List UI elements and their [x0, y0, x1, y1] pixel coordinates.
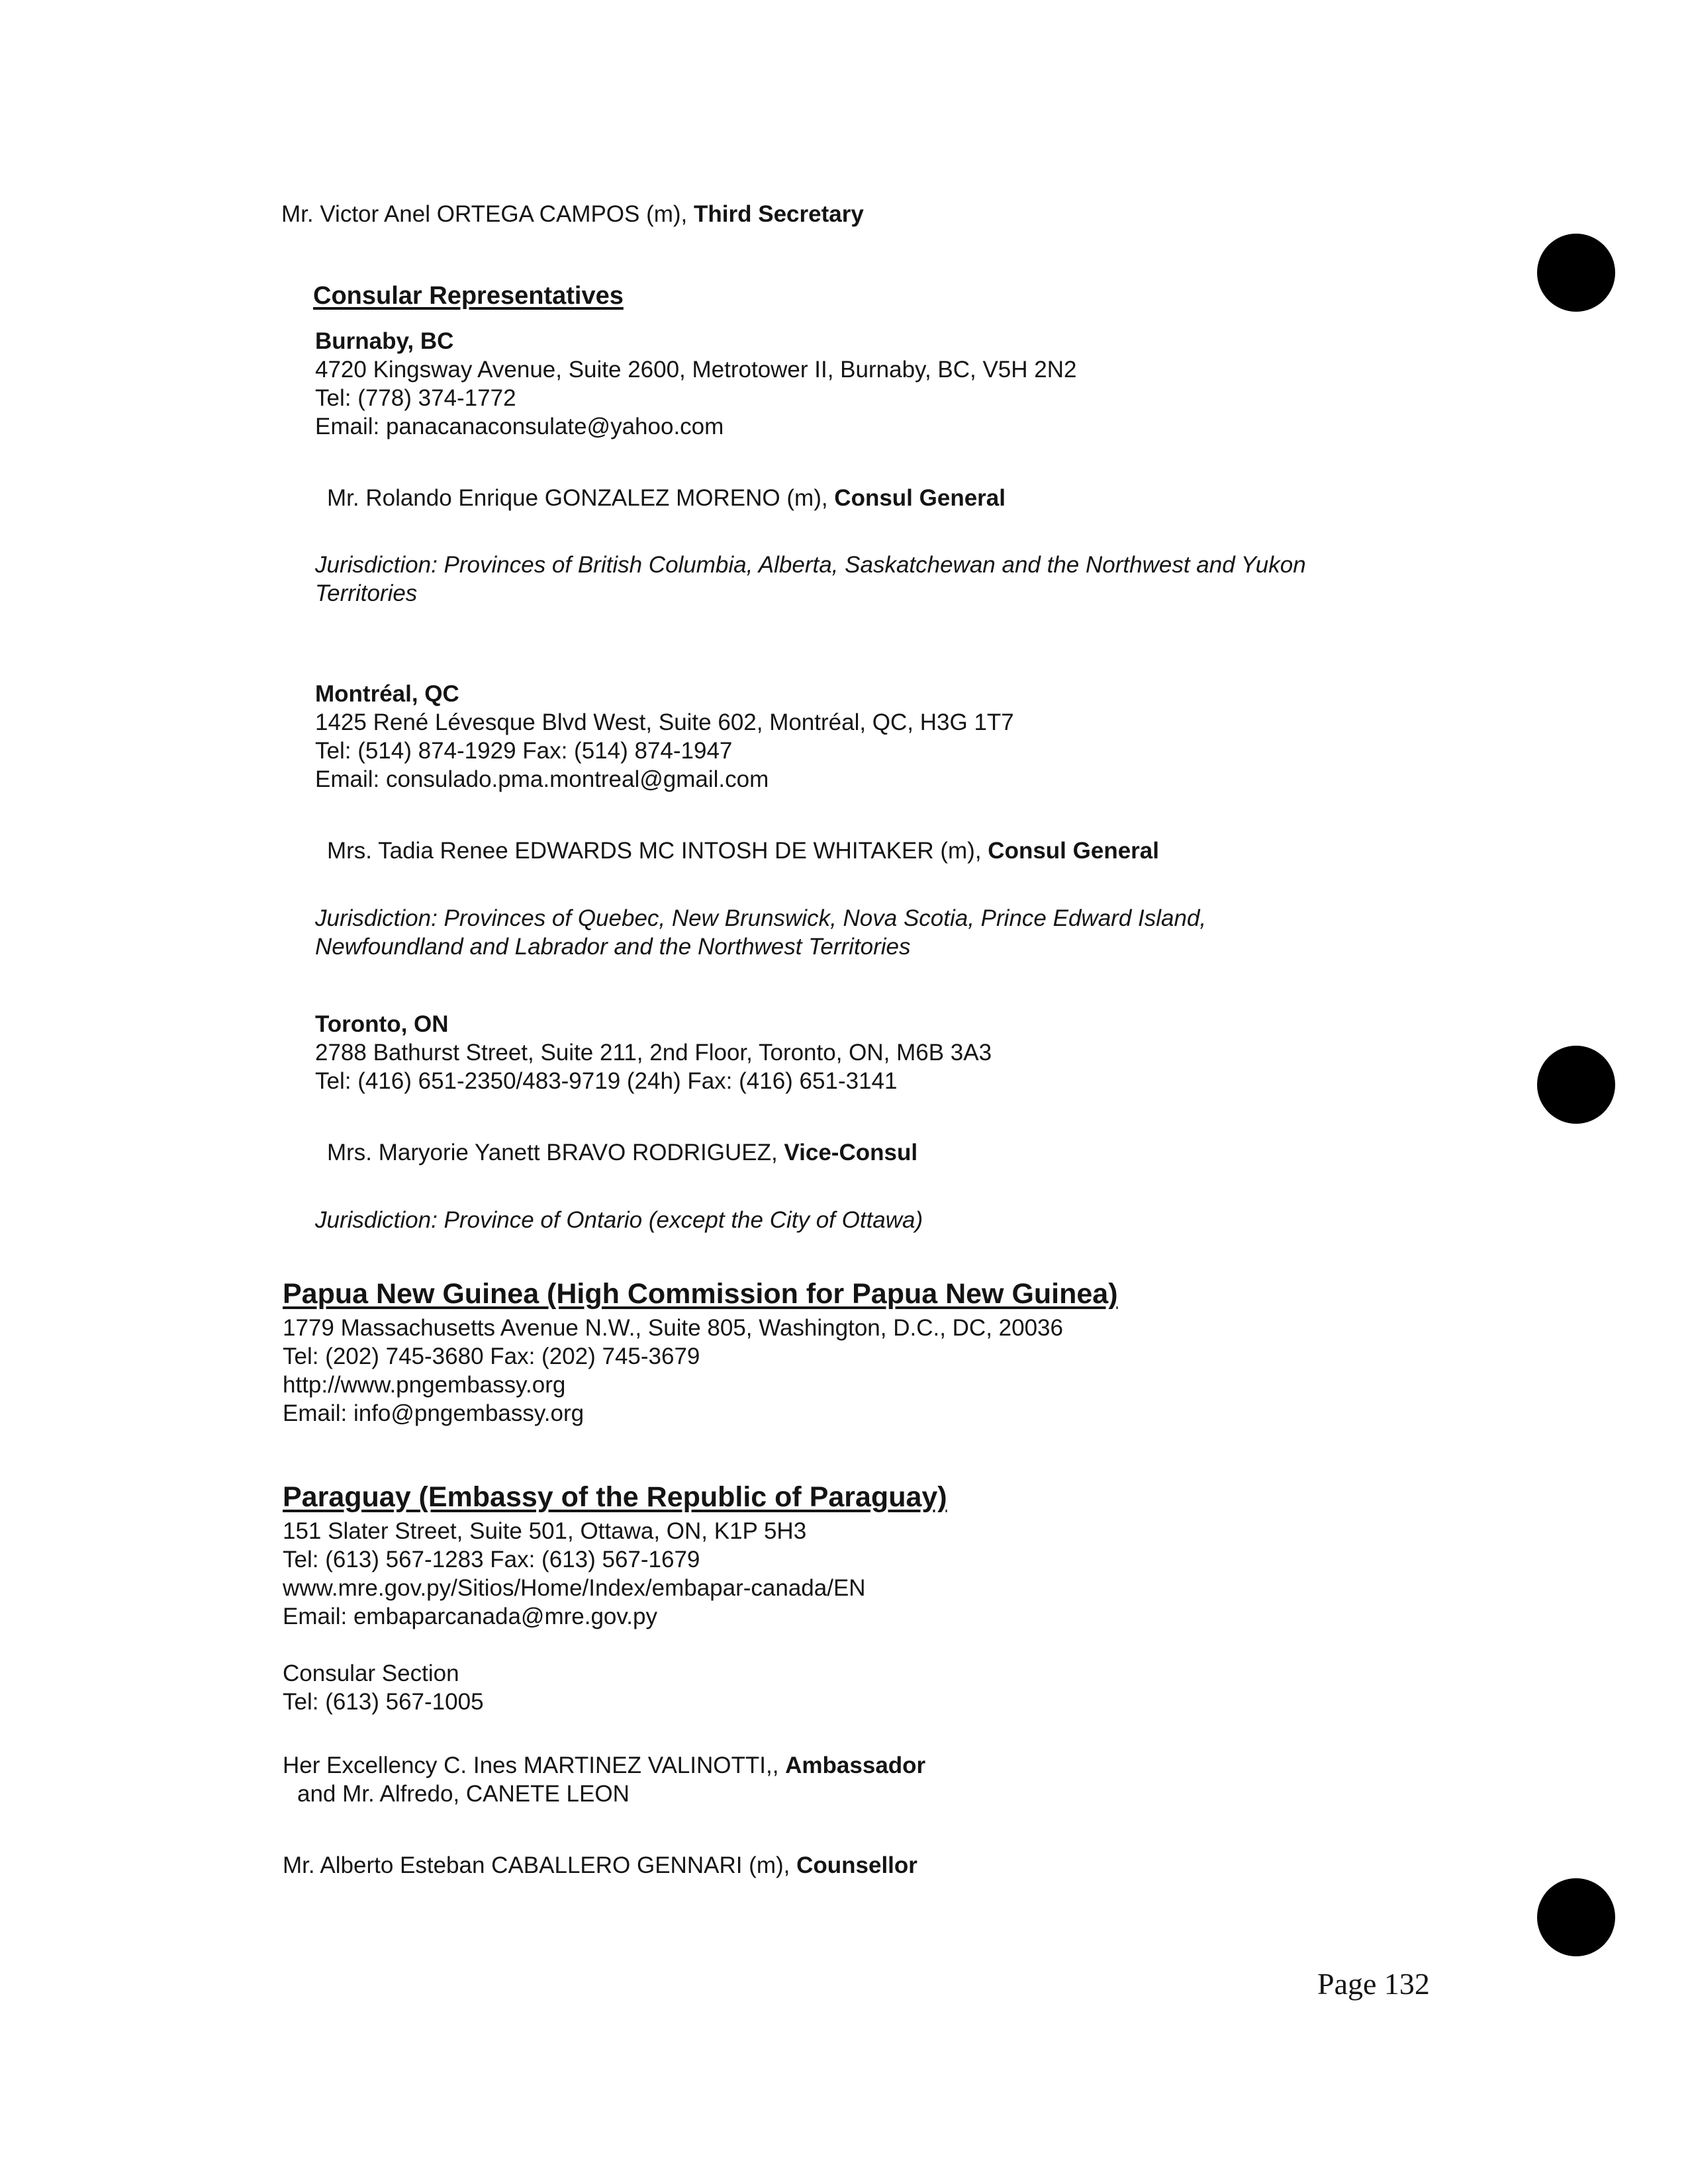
ambassador-entry	[283, 1751, 925, 1780]
office-address: 1425 René Lévesque Blvd West, Suite 602, Montréal, QC, H3G 1T7	[315, 709, 1014, 735]
paraguay-website: www.mre.gov.py/Sitios/Home/Index/embapar-canada/EN	[283, 1575, 866, 1601]
consular-section-label: Consular Section	[283, 1661, 459, 1686]
person-name: Mrs. Maryorie Yanett BRAVO RODRIGUEZ,	[327, 1140, 784, 1165]
jurisdiction-line: Territories	[315, 580, 418, 606]
person-title: Consul General	[988, 838, 1159, 864]
country-heading-papua-new-guinea: Papua New Guinea (High Commission for Papua New Guinea)	[283, 1278, 1118, 1310]
person-title: Third Secretary	[694, 201, 864, 227]
person-name: Mr. Alberto Esteban CABALLERO GENNARI (m),	[283, 1852, 797, 1878]
person-title: Ambassador	[785, 1752, 926, 1778]
person-name: Mr. Victor Anel ORTEGA CAMPOS (m),	[281, 201, 694, 227]
jurisdiction-line: Jurisdiction: Provinces of Quebec, New Brunswick, Nova Scotia, Prince Edward Island,	[315, 905, 1207, 931]
paraguay-tel: Tel: (613) 567-1283 Fax: (613) 567-1679	[283, 1547, 700, 1572]
person-title: Vice-Consul	[784, 1140, 918, 1165]
consul-entry	[327, 837, 1159, 865]
punch-hole-bottom	[1537, 1878, 1615, 1956]
office-email: Email: consulado.pma.montreal@gmail.com	[315, 766, 769, 792]
png-tel: Tel: (202) 745-3680 Fax: (202) 745-3679	[283, 1343, 700, 1369]
consul-entry	[327, 484, 1006, 512]
office-city: Toronto, ON	[315, 1011, 449, 1037]
office-address: 2788 Bathurst Street, Suite 211, 2nd Floor, Toronto, ON, M6B 3A3	[315, 1040, 992, 1066]
paraguay-address: 151 Slater Street, Suite 501, Ottawa, ON, K1P 5H3	[283, 1518, 807, 1544]
png-email: Email: info@pngembassy.org	[283, 1400, 585, 1426]
office-email: Email: panacanaconsulate@yahoo.com	[315, 414, 724, 439]
office-tel: Tel: (514) 874-1929 Fax: (514) 874-1947	[315, 738, 733, 764]
png-address: 1779 Massachusetts Avenue N.W., Suite 805, Washington, D.C., DC, 20036	[283, 1315, 1063, 1341]
jurisdiction-line: Newfoundland and Labrador and the Northwest Territories	[315, 934, 911, 960]
jurisdiction-line: Jurisdiction: Provinces of British Columbia, Alberta, Saskatchewan and the Northwest and Yukon	[315, 552, 1306, 578]
ambassador-spouse: and Mr. Alfredo, CANETE LEON	[297, 1781, 630, 1807]
counsellor-entry	[283, 1851, 917, 1880]
person-name: Mr. Rolando Enrique GONZALEZ MORENO (m),	[327, 485, 835, 511]
paraguay-email: Email: embaparcanada@mre.gov.py	[283, 1604, 657, 1629]
office-tel: Tel: (778) 374-1772	[315, 385, 516, 411]
person-title: Counsellor	[796, 1852, 917, 1878]
office-tel: Tel: (416) 651-2350/483-9719 (24h) Fax: (416) 651-3141	[315, 1068, 898, 1094]
person-title: Consul General	[834, 485, 1006, 511]
consular-section-tel: Tel: (613) 567-1005	[283, 1689, 484, 1715]
person-name: Mrs. Tadia Renee EDWARDS MC INTOSH DE WHITAKER (m),	[327, 838, 988, 864]
consul-entry	[327, 1138, 917, 1167]
punch-hole-middle	[1537, 1046, 1615, 1124]
country-heading-paraguay: Paraguay (Embassy of the Republic of Paraguay)	[283, 1481, 947, 1513]
office-city: Montréal, QC	[315, 681, 459, 707]
person-name: Her Excellency C. Ines MARTINEZ VALINOTTI,,	[283, 1752, 786, 1778]
consular-heading: Consular Representatives	[313, 282, 624, 310]
png-website: http://www.pngembassy.org	[283, 1372, 566, 1398]
entry-third-secretary	[281, 200, 864, 228]
jurisdiction-line: Jurisdiction: Province of Ontario (except the City of Ottawa)	[315, 1207, 923, 1233]
punch-hole-top	[1537, 234, 1615, 312]
office-address: 4720 Kingsway Avenue, Suite 2600, Metrotower II, Burnaby, BC, V5H 2N2	[315, 357, 1077, 383]
page-number: Page 132	[1317, 1967, 1430, 2001]
office-city: Burnaby, BC	[315, 328, 454, 354]
